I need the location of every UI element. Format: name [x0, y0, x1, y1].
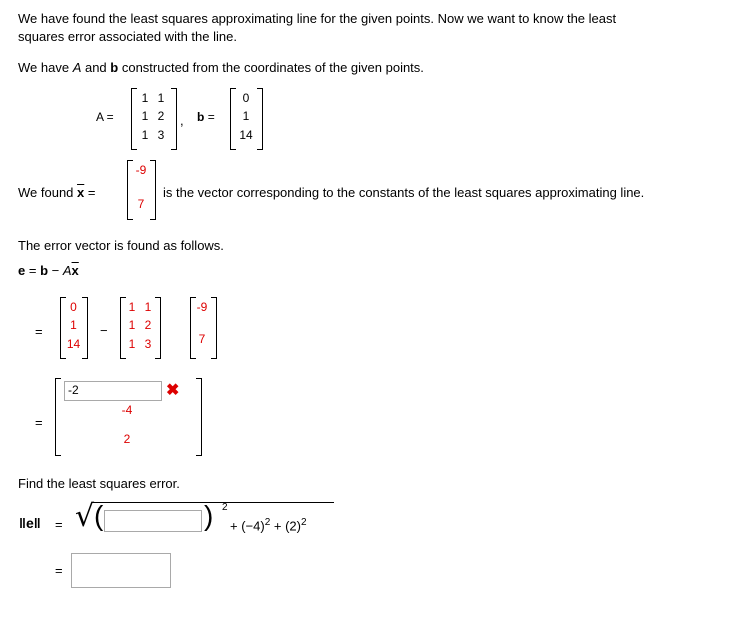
- norm-terms: [230, 517, 307, 533]
- step1-A-cell: 1: [128, 300, 136, 314]
- step1-b-cell: 1: [70, 318, 77, 332]
- step2-eq: =: [35, 415, 43, 430]
- error-eq-sign: =: [28, 263, 37, 278]
- error-A: A: [62, 263, 72, 278]
- error-minus: −: [51, 263, 60, 278]
- intro-line-2: squares error associated with the line.: [18, 29, 237, 44]
- norm-lhs: [19, 515, 41, 531]
- find-prompt: Find the least squares error.: [18, 476, 180, 491]
- step1-x-cell: -9: [196, 300, 208, 314]
- matrix-A-cell: 1: [157, 91, 165, 105]
- matrix-A-cell: 1: [141, 109, 149, 123]
- intro-b: b: [110, 60, 119, 75]
- step1-x-right-bracket: [211, 297, 217, 359]
- step1-b-right-bracket: [82, 297, 88, 359]
- sqrt-bar: [94, 502, 334, 503]
- vector-b-cell: 1: [242, 109, 250, 123]
- matrix-A-label: A =: [96, 110, 114, 124]
- paren-left: (: [94, 500, 104, 531]
- matrix-A-right-bracket: [171, 88, 177, 150]
- vector-b-cell: 14: [239, 128, 253, 142]
- vector-b-eq: =: [207, 110, 215, 124]
- vector-b-left-bracket: [230, 88, 236, 150]
- norm-term-2: + (2): [273, 518, 301, 534]
- error-vector-entry-1-input[interactable]: -2: [64, 381, 162, 401]
- intro-A: A: [72, 60, 82, 75]
- error-e: e: [18, 263, 26, 278]
- norm-entry-input[interactable]: [104, 510, 202, 532]
- matrix-A-cell: 1: [141, 91, 149, 105]
- step1-A-cell: 1: [128, 318, 136, 332]
- xhat-cell: -9: [135, 163, 147, 177]
- xhat-cell: 7: [137, 197, 145, 211]
- intro-and: and: [81, 60, 111, 75]
- xhat-symbol: $\overline{x}$: [77, 185, 85, 200]
- norm-term-1-exp: 2: [264, 517, 271, 528]
- step1-A-cell: 2: [144, 318, 152, 332]
- vector-b-symbol: b: [197, 110, 205, 124]
- step2-cell: -4: [121, 403, 133, 417]
- intro-line-1: We have found the least squares approximating line for the given points. Now we want to know the least: [18, 11, 617, 26]
- error-equation: [18, 262, 79, 280]
- sqrt-icon: √: [75, 499, 95, 534]
- norm-exponent: 2: [222, 502, 228, 513]
- step1-x-cell: 7: [198, 332, 206, 346]
- step1-minus: −: [100, 323, 108, 338]
- norm-eq: =: [55, 517, 63, 532]
- vector-b-right-bracket: [257, 88, 263, 150]
- final-answer-input[interactable]: [71, 553, 171, 588]
- step1-b-cell: 14: [66, 337, 81, 351]
- xhat-pre: We found: [18, 185, 78, 200]
- step2-cell: 2: [123, 432, 131, 446]
- step1-A-right-bracket: [155, 297, 161, 359]
- xhat-post: is the vector corresponding to the constants of the least squares approximating line.: [163, 185, 645, 200]
- error-intro: The error vector is found as follows.: [18, 238, 224, 253]
- matrix-A-cell: 1: [141, 128, 149, 142]
- comma: ,: [180, 113, 184, 128]
- step2-left-bracket: [55, 378, 61, 456]
- incorrect-mark-icon: ✖: [166, 382, 180, 399]
- xhat-lhs: [18, 184, 95, 202]
- step1-A-cell: 3: [144, 337, 152, 351]
- step2-right-bracket: [196, 378, 202, 456]
- step1-A-cell: 1: [144, 300, 152, 314]
- final-eq: =: [55, 563, 63, 578]
- matrix-A-cell: 3: [157, 128, 165, 142]
- step1-eq: =: [35, 324, 43, 339]
- intro-line-3-pre: We have: [18, 60, 73, 75]
- error-b: b: [40, 263, 49, 278]
- norm-term-1: + (−4): [230, 518, 265, 534]
- matrix-A-left-bracket: [131, 88, 137, 150]
- norm-symbol: ‖e‖: [19, 515, 41, 531]
- intro-line-3-post: constructed from the coordinates of the given points.: [118, 60, 424, 75]
- xhat-eq: =: [87, 185, 96, 200]
- matrix-A-cell: 2: [157, 109, 165, 123]
- step1-A-cell: 1: [128, 337, 136, 351]
- intro-line-3: [18, 59, 424, 77]
- norm-term-2-exp: 2: [300, 517, 307, 528]
- vector-b-cell: 0: [242, 91, 250, 105]
- xhat-right-bracket: [150, 160, 156, 220]
- error-x: $\overline{x}$: [71, 263, 79, 278]
- vector-b-label: [197, 110, 215, 124]
- paren-right: ): [204, 500, 214, 531]
- step1-b-cell: 0: [70, 300, 77, 314]
